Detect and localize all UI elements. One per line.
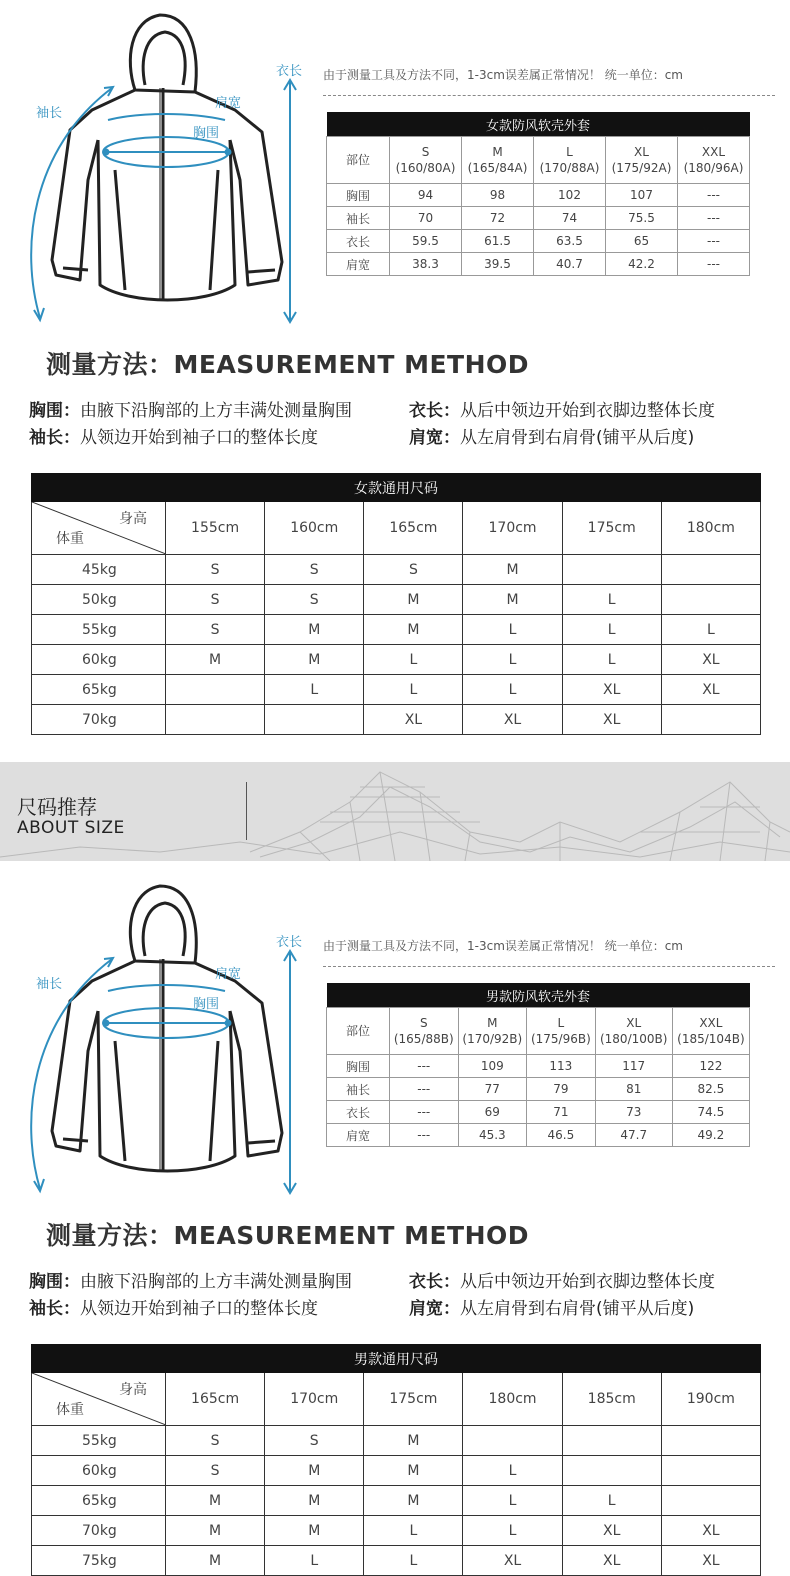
value-cell: 63.5 — [534, 230, 606, 253]
size-cell: XL — [562, 1516, 661, 1546]
height-cell: 165cm — [166, 1373, 265, 1426]
diagonal-header — [32, 502, 166, 555]
part-cell: 衣长 — [327, 1101, 390, 1124]
size-cell: XL — [661, 675, 760, 705]
size-cell: M — [265, 1516, 364, 1546]
size-header: S (165/88B) — [390, 1008, 459, 1055]
method-shoulder: 肩宽：从左肩骨到右肩骨(铺平从后度) — [409, 428, 695, 448]
weight-cell: 60kg — [32, 645, 166, 675]
size-cell — [661, 1426, 760, 1456]
size-cell: S — [166, 555, 265, 585]
value-cell: 69 — [458, 1101, 527, 1124]
value-cell: 107 — [606, 184, 678, 207]
size-cell: S — [265, 555, 364, 585]
banner-title-en: ABOUT SIZE — [17, 818, 125, 838]
length-label: 衣长 — [276, 64, 303, 79]
value-cell: 77 — [458, 1078, 527, 1101]
method-title: 测量方法：MEASUREMENT METHOD — [46, 1221, 530, 1250]
value-cell: 39.5 — [462, 253, 534, 276]
size-recommendation-table — [31, 1344, 761, 1576]
size-cell — [166, 705, 265, 735]
size-cell: XL — [364, 705, 463, 735]
height-cell: 165cm — [364, 502, 463, 555]
value-cell: 49.2 — [672, 1124, 749, 1147]
chest-label: 胸围 — [193, 997, 220, 1012]
table-row — [32, 675, 761, 705]
dashed-divider — [323, 95, 775, 96]
table-row — [327, 1055, 750, 1078]
value-cell: 113 — [527, 1055, 596, 1078]
length-label: 衣长 — [276, 935, 303, 950]
weight-cell: 70kg — [32, 705, 166, 735]
method-sleeve: 袖长：从领边开始到袖子口的整体长度 — [29, 428, 318, 448]
chest-label: 胸围 — [193, 126, 220, 141]
size-cell: S — [166, 1456, 265, 1486]
size-header: XL (175/92A) — [606, 137, 678, 184]
size-cell: M — [166, 1516, 265, 1546]
part-cell: 袖长 — [327, 207, 390, 230]
size-cell: S — [364, 555, 463, 585]
size-cell: L — [463, 1486, 562, 1516]
part-cell: 袖长 — [327, 1078, 390, 1101]
sleeve-label: 袖长 — [36, 106, 63, 121]
value-cell: 61.5 — [462, 230, 534, 253]
table-row — [32, 1546, 761, 1576]
value-cell: --- — [390, 1055, 459, 1078]
table-row — [32, 1426, 761, 1456]
height-cell: 170cm — [463, 502, 562, 555]
size-cell: M — [364, 615, 463, 645]
size-cell: M — [364, 1486, 463, 1516]
size-header: XL (180/100B) — [595, 1008, 672, 1055]
size-header-row — [327, 137, 750, 184]
table-row — [32, 1486, 761, 1516]
method-length: 衣长：从后中领边开始到衣脚边整体长度 — [409, 1272, 715, 1292]
value-cell: --- — [678, 253, 750, 276]
size-header: XXL (185/104B) — [672, 1008, 749, 1055]
height-cell: 175cm — [562, 502, 661, 555]
size-cell — [562, 555, 661, 585]
size-cell: L — [562, 615, 661, 645]
value-cell: 59.5 — [390, 230, 462, 253]
size-cell: XL — [463, 1546, 562, 1576]
height-cell: 155cm — [166, 502, 265, 555]
size-cell: L — [265, 675, 364, 705]
about-size-banner — [0, 762, 790, 861]
banner-title-zh: 尺码推荐 — [17, 795, 97, 819]
value-cell: 98 — [462, 184, 534, 207]
value-cell: 71 — [527, 1101, 596, 1124]
sleeve-label: 袖长 — [36, 977, 63, 992]
method-chest: 胸围：由腋下沿胸部的上方丰满处测量胸围 — [29, 401, 352, 421]
value-cell: 74 — [534, 207, 606, 230]
weight-cell: 70kg — [32, 1516, 166, 1546]
women-section — [0, 0, 790, 740]
table-row — [32, 555, 761, 585]
table-row — [327, 1124, 750, 1147]
method-chest: 胸围：由腋下沿胸部的上方丰满处测量胸围 — [29, 1272, 352, 1292]
size-cell: XL — [661, 645, 760, 675]
part-cell: 胸围 — [327, 1055, 390, 1078]
weight-cell: 75kg — [32, 1546, 166, 1576]
size-cell: M — [364, 1456, 463, 1486]
height-cell: 170cm — [265, 1373, 364, 1426]
part-header: 部位 — [327, 1008, 390, 1055]
value-cell: 102 — [534, 184, 606, 207]
height-label: 身高 — [119, 511, 147, 527]
size-cell: L — [463, 645, 562, 675]
dashed-divider — [323, 966, 775, 967]
table-row — [327, 253, 750, 276]
diagonal-header — [32, 1373, 166, 1426]
size-cell — [265, 705, 364, 735]
size-cell: S — [265, 585, 364, 615]
value-cell: 70 — [390, 207, 462, 230]
size-cell: XL — [463, 705, 562, 735]
height-cell: 180cm — [463, 1373, 562, 1426]
size-cell — [661, 555, 760, 585]
value-cell: 122 — [672, 1055, 749, 1078]
value-cell: 47.7 — [595, 1124, 672, 1147]
size-cell: L — [364, 645, 463, 675]
value-cell: --- — [678, 230, 750, 253]
table-row — [32, 705, 761, 735]
size-header: XXL (180/96A) — [678, 137, 750, 184]
size-header: M (165/84A) — [462, 137, 534, 184]
table-row — [327, 1078, 750, 1101]
size-cell: L — [562, 1486, 661, 1516]
value-cell: 73 — [595, 1101, 672, 1124]
size-cell: L — [265, 1546, 364, 1576]
value-cell: 94 — [390, 184, 462, 207]
table-row — [32, 585, 761, 615]
size-cell: M — [265, 1456, 364, 1486]
size-cell: S — [166, 1426, 265, 1456]
part-cell: 胸围 — [327, 184, 390, 207]
size-cell: L — [463, 1516, 562, 1546]
value-cell: 46.5 — [527, 1124, 596, 1147]
size-recommendation-table — [31, 473, 761, 735]
size-cell — [562, 1456, 661, 1486]
garment-title: 女款防风软壳外套 — [327, 112, 750, 137]
part-cell: 肩宽 — [327, 1124, 390, 1147]
size-header: L (170/88A) — [534, 137, 606, 184]
measurement-note: 由于测量工具及方法不同，1-3cm误差属正常情况！ 统一单位：cm — [323, 939, 683, 953]
weight-cell: 65kg — [32, 675, 166, 705]
table-row — [32, 615, 761, 645]
table-row — [327, 207, 750, 230]
height-cell: 180cm — [661, 502, 760, 555]
value-cell: 79 — [527, 1078, 596, 1101]
table-row — [327, 230, 750, 253]
value-cell: 65 — [606, 230, 678, 253]
chart-title: 男款通用尺码 — [32, 1345, 761, 1373]
size-cell — [661, 1456, 760, 1486]
value-cell: 117 — [595, 1055, 672, 1078]
size-cell — [562, 1426, 661, 1456]
size-header: M (170/92B) — [458, 1008, 527, 1055]
weight-cell: 55kg — [32, 615, 166, 645]
measurement-note: 由于测量工具及方法不同，1-3cm误差属正常情况！ 统一单位：cm — [323, 68, 683, 82]
value-cell: --- — [390, 1078, 459, 1101]
size-cell: XL — [562, 1546, 661, 1576]
height-header-row — [32, 502, 761, 555]
value-cell: 109 — [458, 1055, 527, 1078]
weight-label: 体重 — [56, 1402, 84, 1418]
weight-cell: 45kg — [32, 555, 166, 585]
size-cell: M — [265, 615, 364, 645]
garment-size-table — [326, 112, 750, 276]
size-header-row — [327, 1008, 750, 1055]
chart-title: 女款通用尺码 — [32, 474, 761, 502]
weight-label: 体重 — [56, 531, 84, 547]
table-row — [32, 645, 761, 675]
weight-cell: 65kg — [32, 1486, 166, 1516]
shoulder-label: 肩宽 — [215, 967, 242, 982]
weight-cell: 50kg — [32, 585, 166, 615]
size-cell: S — [166, 585, 265, 615]
garment-title: 男款防风软壳外套 — [327, 983, 750, 1008]
table-row — [32, 1516, 761, 1546]
height-cell: 175cm — [364, 1373, 463, 1426]
shoulder-label: 肩宽 — [215, 96, 242, 111]
size-header: L (175/96B) — [527, 1008, 596, 1055]
size-cell: XL — [661, 1546, 760, 1576]
value-cell: 72 — [462, 207, 534, 230]
weight-cell: 55kg — [32, 1426, 166, 1456]
size-cell — [661, 585, 760, 615]
value-cell: 42.2 — [606, 253, 678, 276]
size-cell: XL — [661, 1516, 760, 1546]
height-header-row — [32, 1373, 761, 1426]
size-cell: L — [463, 675, 562, 705]
method-shoulder: 肩宽：从左肩骨到右肩骨(铺平从后度) — [409, 1299, 695, 1319]
table-row — [327, 1101, 750, 1124]
size-cell: M — [166, 645, 265, 675]
value-cell: 45.3 — [458, 1124, 527, 1147]
value-cell: 82.5 — [672, 1078, 749, 1101]
size-cell: S — [265, 1426, 364, 1456]
banner-divider — [246, 782, 247, 840]
height-cell: 160cm — [265, 502, 364, 555]
height-label: 身高 — [119, 1382, 147, 1398]
height-cell: 190cm — [661, 1373, 760, 1426]
size-cell: M — [463, 585, 562, 615]
value-cell: 81 — [595, 1078, 672, 1101]
size-cell: S — [166, 615, 265, 645]
size-cell: M — [166, 1546, 265, 1576]
size-cell: L — [661, 615, 760, 645]
value-cell: --- — [390, 1124, 459, 1147]
size-cell — [661, 705, 760, 735]
height-cell: 185cm — [562, 1373, 661, 1426]
garment-size-table — [326, 983, 750, 1147]
size-cell: M — [364, 585, 463, 615]
value-cell: --- — [390, 1101, 459, 1124]
method-sleeve: 袖长：从领边开始到袖子口的整体长度 — [29, 1299, 318, 1319]
table-row — [32, 1456, 761, 1486]
size-cell: M — [364, 1426, 463, 1456]
size-cell — [166, 675, 265, 705]
value-cell: 40.7 — [534, 253, 606, 276]
value-cell: 38.3 — [390, 253, 462, 276]
part-cell: 衣长 — [327, 230, 390, 253]
size-cell: L — [364, 1516, 463, 1546]
value-cell: --- — [678, 184, 750, 207]
weight-cell: 60kg — [32, 1456, 166, 1486]
size-cell: XL — [562, 675, 661, 705]
size-cell — [463, 1426, 562, 1456]
size-cell: L — [562, 585, 661, 615]
size-cell — [661, 1486, 760, 1516]
value-cell: 74.5 — [672, 1101, 749, 1124]
size-cell: M — [265, 1486, 364, 1516]
size-cell: XL — [562, 705, 661, 735]
size-cell: L — [364, 1546, 463, 1576]
mountain-graphic — [0, 762, 790, 861]
size-cell: M — [463, 555, 562, 585]
part-cell: 肩宽 — [327, 253, 390, 276]
jacket-diagram — [0, 0, 310, 330]
size-header: S (160/80A) — [390, 137, 462, 184]
size-cell: L — [463, 615, 562, 645]
size-cell: M — [166, 1486, 265, 1516]
jacket-diagram — [0, 871, 310, 1201]
value-cell: 75.5 — [606, 207, 678, 230]
size-cell: L — [562, 645, 661, 675]
method-title: 测量方法：MEASUREMENT METHOD — [46, 350, 530, 379]
men-section — [0, 871, 790, 1569]
part-header: 部位 — [327, 137, 390, 184]
method-length: 衣长：从后中领边开始到衣脚边整体长度 — [409, 401, 715, 421]
size-cell: M — [265, 645, 364, 675]
table-row — [327, 184, 750, 207]
size-cell: L — [364, 675, 463, 705]
size-cell: L — [463, 1456, 562, 1486]
value-cell: --- — [678, 207, 750, 230]
